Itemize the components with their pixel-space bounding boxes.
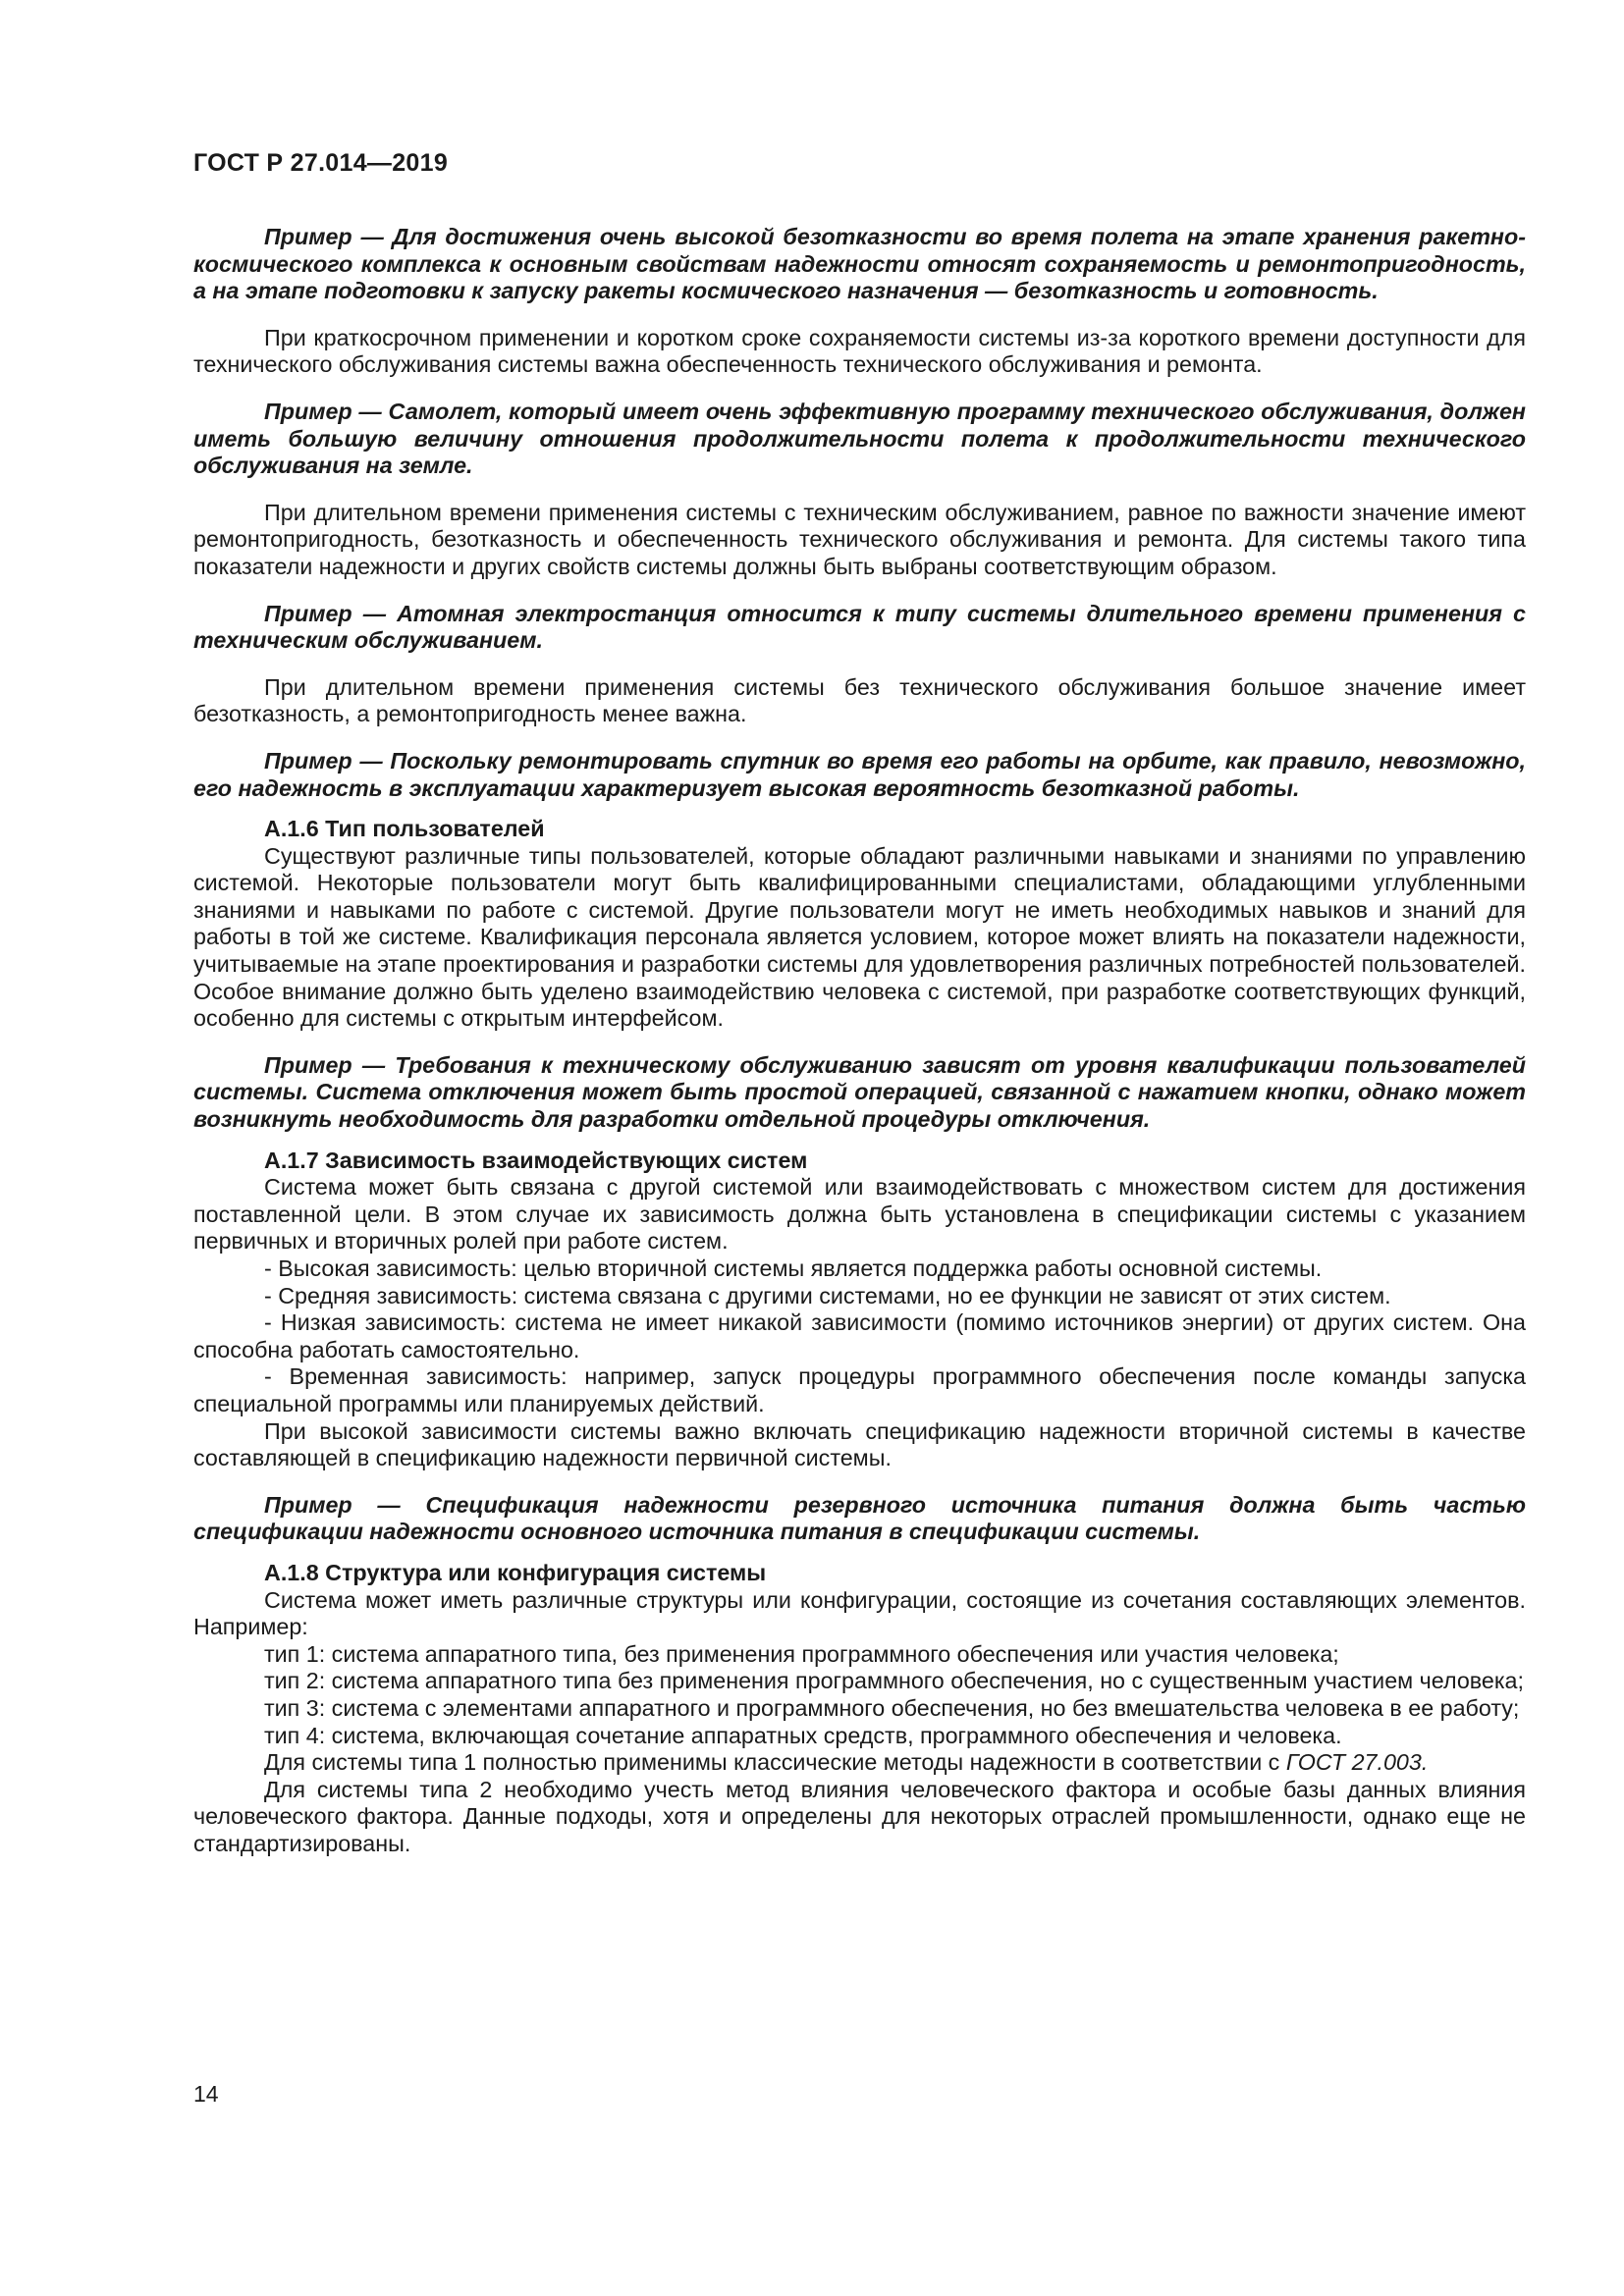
section-heading-a17: А.1.7 Зависимость взаимодействующих систем: [264, 1147, 808, 1173]
list-item: - Временная зависимость: например, запуск процедуры программного обеспечения после команды запуска специальной программы или планируемых действий.: [193, 1363, 1526, 1416]
list-item: - Средняя зависимость: система связана с другими системами, но ее функции не зависят от этих систем.: [264, 1282, 1391, 1308]
example-paragraph: Пример — Требования к техническому обслуживанию зависят от уровня квалификации пользователей системы. Система отключения может быть простой операцией, связанной с нажатием кнопки, однако может возникнуть необходимость для разработки отдельной процедуры отключения.: [193, 1051, 1526, 1133]
example-paragraph: Пример — Поскольку ремонтировать спутник во время его работы на орбите, как правило, невозможно, его надежность в эксплуатации характеризует высокая вероятность безотказной работы.: [193, 747, 1526, 801]
list-item: тип 4: система, включающая сочетание аппаратных средств, программного обеспечения и человека.: [264, 1722, 1342, 1748]
body-paragraph: Существуют различные типы пользователей, которые обладают различными навыками и знаниями по управлению системой. Некоторые пользователи могут быть квалифицированными специалистами, обладающими углубленными знаниями и навыками по работе с системой. Другие пользователи могут не иметь необходимых навыков и знаний для работы в той же системе. Квалификация персонала является условием, которое может влиять на показатели надежности, учитываемые на этапе проектирования и разработки системы для удовлетворения различных потребностей пользователей. Особое внимание должно быть уделено взаимодействию человека с системой, при разработке соответствующих функций, особенно для системы с открытым интерфейсом.: [193, 842, 1526, 1032]
example-paragraph: Пример — Атомная электростанция относится к типу системы длительного времени применения с техническим обслуживанием.: [193, 600, 1526, 654]
list-item: тип 1: система аппаратного типа, без применения программного обеспечения или участия человека;: [264, 1640, 1339, 1667]
body-paragraph: При длительном времени применения системы без технического обслуживания большое значение имеет безотказность, а ремонтопригодность менее важна.: [193, 673, 1526, 727]
body-text: Для системы типа 1 полностью применимы классические методы надежности в соответствии с: [264, 1749, 1286, 1776]
body-paragraph: При длительном времени применения системы с техническим обслуживанием, равное по важности значение имеют ремонтопригодность, безотказность и обеспеченность технического обслуживания и ремонта. Для системы такого типа показатели надежности и других свойств системы должны быть выбраны соответствующим образом.: [193, 499, 1526, 579]
example-paragraph: Пример — Для достижения очень высокой безотказности во время полета на этапе хранения ракетно-космического комплекса к основным свойствам надежности относят сохраняемость и ремонтопригодность, а на этапе подготовки к запуску ракеты космического назначения — безотказность и готовность.: [193, 224, 1526, 304]
body-paragraph: [193, 1749, 1526, 1777]
example-paragraph: Пример — Самолет, который имеет очень эффективную программу технического обслуживания, должен иметь большую величину отношения продолжительности полета к продолжительности технического обслуживания на земле.: [193, 398, 1526, 479]
document-header: ГОСТ Р 27.014—2019: [193, 149, 449, 177]
standard-reference: ГОСТ 27.003.: [1285, 1749, 1429, 1776]
body-paragraph: Для системы типа 2 необходимо учесть метод влияния человеческого фактора и особые базы данных влияния человеческого фактора. Данные подходы, хотя и определены для некоторых отраслей промышленности, однако еще не стандартизированы.: [193, 1776, 1526, 1856]
page-number: 14: [193, 2081, 219, 2107]
list-item: тип 3: система с элементами аппаратного и программного обеспечения, но без вмешательства человека в ее работу;: [264, 1694, 1520, 1721]
body-paragraph: Система может быть связана с другой системой или взаимодействовать с множеством систем для достижения поставленной цели. В этом случае их зависимость должна быть установлена в спецификации системы с указанием первичных и вторичных ролей при работе систем.: [193, 1174, 1526, 1255]
example-paragraph: Пример — Спецификация надежности резервного источника питания должна быть частью спецификации надежности основного источника питания в спецификации системы.: [193, 1491, 1526, 1545]
section-heading-a18: А.1.8 Структура или конфигурация системы: [264, 1559, 767, 1585]
list-item: - Высокая зависимость: целью вторичной системы является поддержка работы основной системы.: [264, 1255, 1323, 1281]
list-item: - Низкая зависимость: система не имеет никакой зависимости (помимо источников энергии) от других систем. Она способна работать самостоятельно.: [193, 1309, 1526, 1362]
body-paragraph: Система может иметь различные структуры или конфигурации, состоящие из сочетания составляющих элементов. Например:: [193, 1586, 1526, 1640]
section-heading-a16: А.1.6 Тип пользователей: [264, 816, 545, 842]
document-body: [193, 224, 1526, 1857]
body-paragraph: При высокой зависимости системы важно включать спецификацию надежности вторичной системы в качестве составляющей в спецификацию надежности первичной системы.: [193, 1417, 1526, 1471]
body-paragraph: При краткосрочном применении и коротком сроке сохраняемости системы из-за короткого времени доступности для технического обслуживания системы важна обеспеченность технического обслуживания и ремонта.: [193, 324, 1526, 378]
list-item: тип 2: система аппаратного типа без применения программного обеспечения, но с существенным участием человека;: [264, 1668, 1524, 1694]
